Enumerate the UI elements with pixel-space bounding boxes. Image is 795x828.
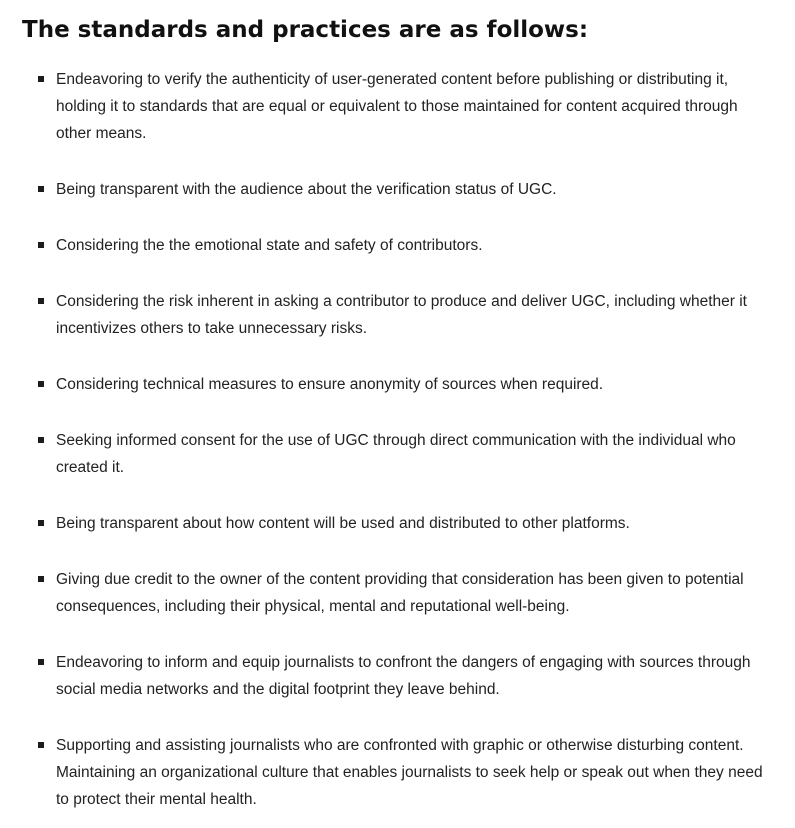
square-bullet-icon — [38, 242, 44, 248]
list-item — [22, 288, 774, 342]
list-item-text: Giving due credit to the owner of the content providing that consideration has been given to potential consequences, including their physical, mental and reputational well-being. — [56, 571, 744, 615]
square-bullet-icon — [38, 186, 44, 192]
list-item — [22, 510, 774, 537]
standards-list — [22, 66, 774, 813]
list-item-text: Seeking informed consent for the use of UGC through direct communication with the individual who created it. — [56, 432, 736, 476]
square-bullet-icon — [38, 437, 44, 443]
list-item — [22, 232, 774, 259]
square-bullet-icon — [38, 659, 44, 665]
list-item-text: Being transparent about how content will be used and distributed to other platforms. — [56, 515, 630, 532]
list-item-text: Considering the the emotional state and safety of contributors. — [56, 237, 483, 254]
square-bullet-icon — [38, 520, 44, 526]
list-item — [22, 566, 774, 620]
list-item-text: Endeavoring to inform and equip journalists to confront the dangers of engaging with sources through social media networks and the digital footprint they leave behind. — [56, 654, 751, 698]
square-bullet-icon — [38, 76, 44, 82]
list-item-text: Supporting and assisting journalists who are confronted with graphic or otherwise disturbing content. Maintaining an organizational culture that enables journalists to seek help or speak out when they need to protect their mental health. — [56, 737, 763, 808]
list-item-text: Considering the risk inherent in asking a contributor to produce and deliver UGC, including whether it incentivizes others to take unnecessary risks. — [56, 293, 747, 337]
list-item-text: Considering technical measures to ensure anonymity of sources when required. — [56, 376, 604, 393]
list-item — [22, 371, 774, 398]
list-item — [22, 176, 774, 203]
square-bullet-icon — [38, 742, 44, 748]
list-item-text: Being transparent with the audience about the verification status of UGC. — [56, 181, 557, 198]
list-item-text: Endeavoring to verify the authenticity of user-generated content before publishing or distributing it, holding it to standards that are equal or equivalent to those maintained for content acquired through other means. — [56, 71, 738, 142]
list-item — [22, 66, 774, 147]
list-item — [22, 649, 774, 703]
square-bullet-icon — [38, 298, 44, 304]
square-bullet-icon — [38, 576, 44, 582]
square-bullet-icon — [38, 381, 44, 387]
list-item — [22, 427, 774, 481]
list-item — [22, 732, 774, 813]
section-heading: The standards and practices are as follows: — [22, 17, 589, 43]
